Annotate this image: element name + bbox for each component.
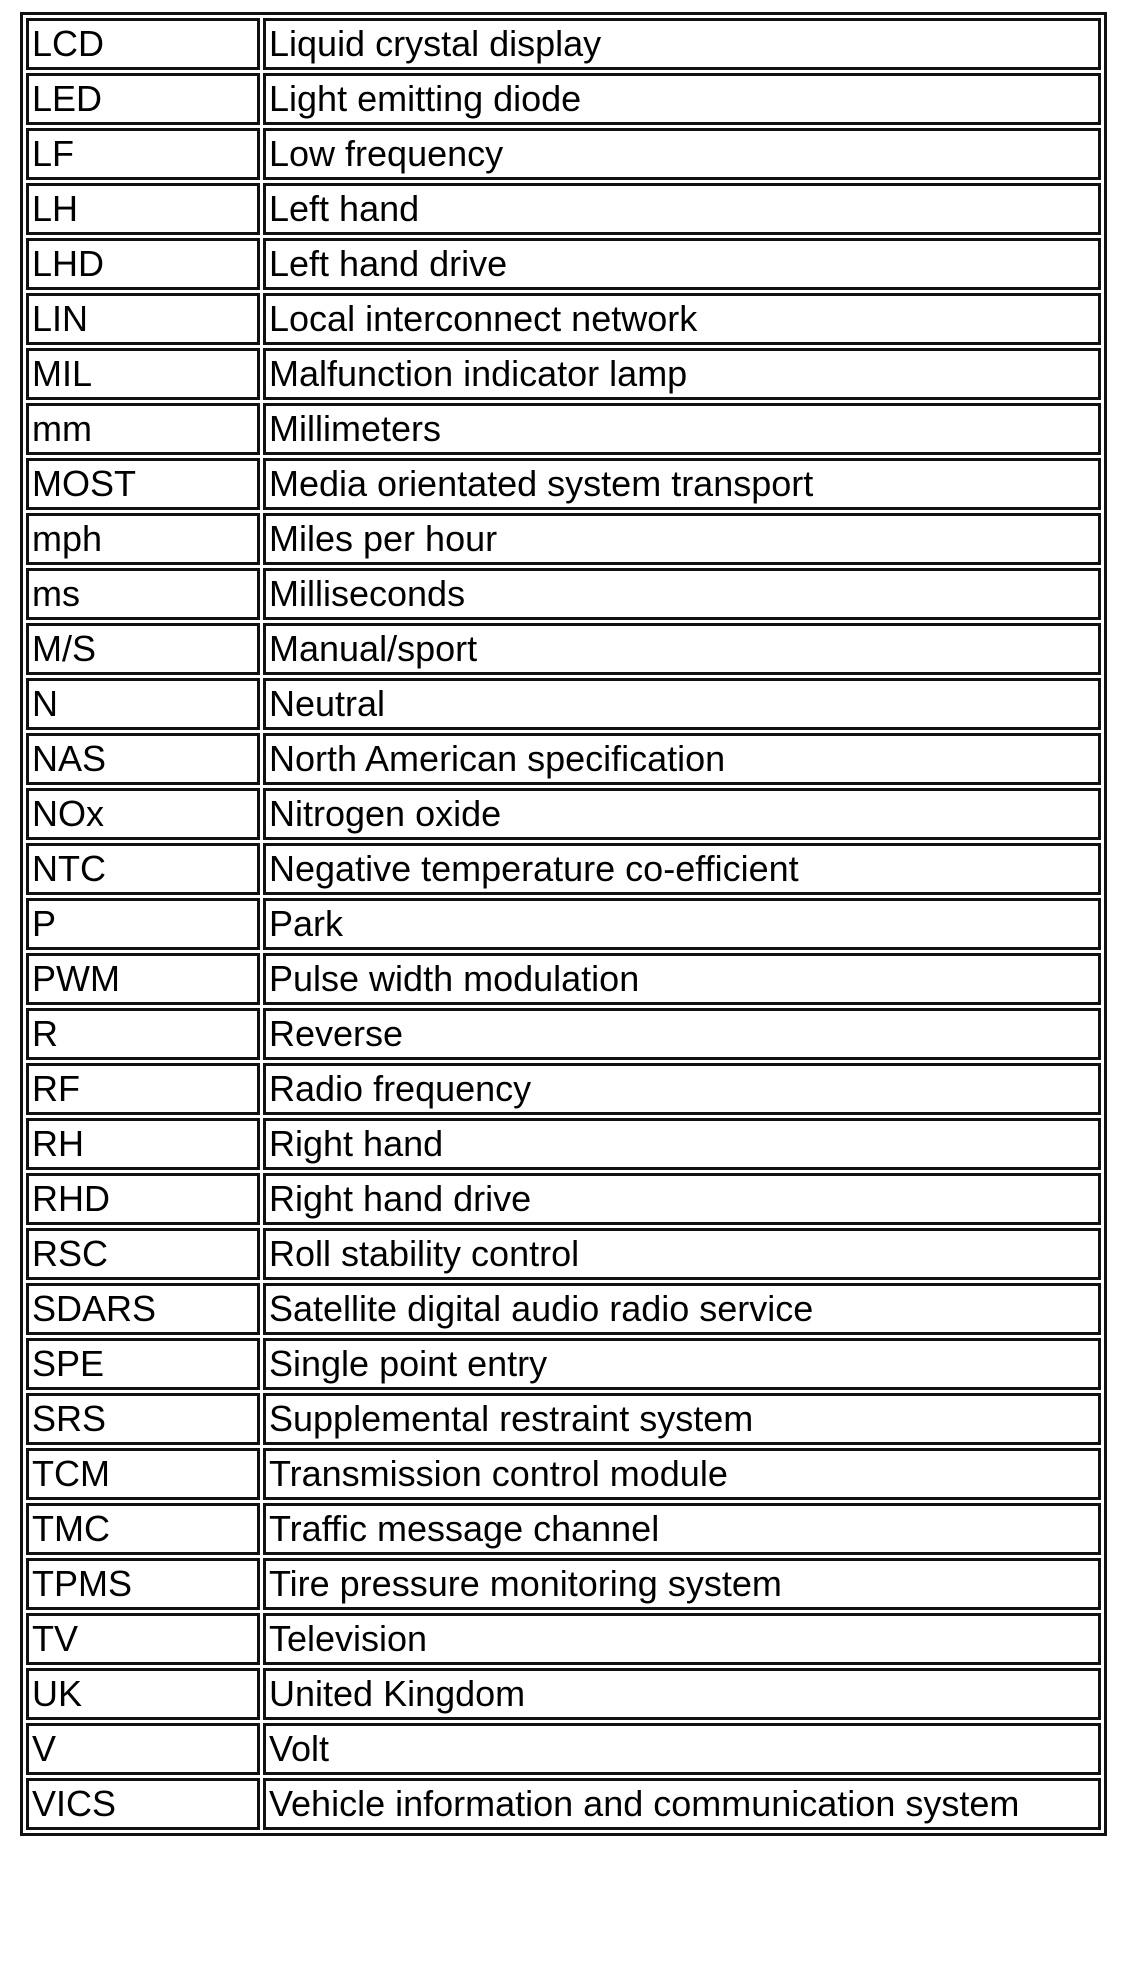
meaning-cell: Right hand	[263, 1118, 1101, 1170]
abbreviation-cell: P	[26, 898, 260, 950]
abbreviation-cell: M/S	[26, 623, 260, 675]
meaning-cell: Right hand drive	[263, 1173, 1101, 1225]
abbreviation-cell: VICS	[26, 1778, 260, 1830]
meaning-cell: Light emitting diode	[263, 73, 1101, 125]
abbreviations-table	[20, 12, 1107, 1836]
table-row	[26, 678, 1101, 730]
abbreviation-cell: SPE	[26, 1338, 260, 1390]
abbreviation-cell: LED	[26, 73, 260, 125]
meaning-cell: North American specification	[263, 733, 1101, 785]
meaning-cell: Single point entry	[263, 1338, 1101, 1390]
table-row	[26, 788, 1101, 840]
meaning-cell: Park	[263, 898, 1101, 950]
meaning-cell: Manual/sport	[263, 623, 1101, 675]
abbreviation-cell: ms	[26, 568, 260, 620]
abbreviation-cell: LH	[26, 183, 260, 235]
meaning-cell: Vehicle information and communication system	[263, 1778, 1101, 1830]
table-row	[26, 348, 1101, 400]
abbreviation-cell: MOST	[26, 458, 260, 510]
meaning-cell: Tire pressure monitoring system	[263, 1558, 1101, 1610]
abbreviation-cell: TMC	[26, 1503, 260, 1555]
abbreviation-cell: LCD	[26, 18, 260, 70]
table-row	[26, 843, 1101, 895]
meaning-cell: Nitrogen oxide	[263, 788, 1101, 840]
meaning-cell: Pulse width modulation	[263, 953, 1101, 1005]
meaning-cell: Traffic message channel	[263, 1503, 1101, 1555]
meaning-cell: United Kingdom	[263, 1668, 1101, 1720]
table-row	[26, 1283, 1101, 1335]
meaning-cell: Television	[263, 1613, 1101, 1665]
abbreviation-cell: RH	[26, 1118, 260, 1170]
abbreviation-cell: N	[26, 678, 260, 730]
meaning-cell: Volt	[263, 1723, 1101, 1775]
abbreviation-cell: TPMS	[26, 1558, 260, 1610]
table-row	[26, 733, 1101, 785]
meaning-cell: Malfunction indicator lamp	[263, 348, 1101, 400]
meaning-cell: Negative temperature co-efficient	[263, 843, 1101, 895]
meaning-cell: Neutral	[263, 678, 1101, 730]
abbreviation-cell: R	[26, 1008, 260, 1060]
meaning-cell: Satellite digital audio radio service	[263, 1283, 1101, 1335]
meaning-cell: Radio frequency	[263, 1063, 1101, 1115]
meaning-cell: Low frequency	[263, 128, 1101, 180]
abbreviations-page	[20, 12, 1107, 1836]
abbreviation-cell: NOx	[26, 788, 260, 840]
meaning-cell: Roll stability control	[263, 1228, 1101, 1280]
table-row	[26, 1448, 1101, 1500]
table-row	[26, 1063, 1101, 1115]
table-row	[26, 568, 1101, 620]
table-row	[26, 1173, 1101, 1225]
abbreviation-cell: RHD	[26, 1173, 260, 1225]
meaning-cell: Millimeters	[263, 403, 1101, 455]
table-row	[26, 18, 1101, 70]
table-row	[26, 1228, 1101, 1280]
abbreviation-cell: V	[26, 1723, 260, 1775]
abbreviation-cell: TCM	[26, 1448, 260, 1500]
meaning-cell: Milliseconds	[263, 568, 1101, 620]
table-row	[26, 128, 1101, 180]
table-row	[26, 1723, 1101, 1775]
table-row	[26, 1393, 1101, 1445]
table-row	[26, 458, 1101, 510]
table-row	[26, 238, 1101, 290]
abbreviation-cell: PWM	[26, 953, 260, 1005]
table-row	[26, 1778, 1101, 1830]
meaning-cell: Reverse	[263, 1008, 1101, 1060]
abbreviation-cell: TV	[26, 1613, 260, 1665]
table-row	[26, 1503, 1101, 1555]
abbreviation-cell: mph	[26, 513, 260, 565]
meaning-cell: Left hand drive	[263, 238, 1101, 290]
table-row	[26, 1668, 1101, 1720]
abbreviation-cell: mm	[26, 403, 260, 455]
meaning-cell: Media orientated system transport	[263, 458, 1101, 510]
table-row	[26, 183, 1101, 235]
table-row	[26, 1008, 1101, 1060]
abbreviation-cell: SDARS	[26, 1283, 260, 1335]
abbreviation-cell: LHD	[26, 238, 260, 290]
abbreviation-cell: UK	[26, 1668, 260, 1720]
abbreviation-cell: NAS	[26, 733, 260, 785]
table-row	[26, 1613, 1101, 1665]
abbreviation-cell: RSC	[26, 1228, 260, 1280]
abbreviation-cell: SRS	[26, 1393, 260, 1445]
table-row	[26, 1338, 1101, 1390]
meaning-cell: Liquid crystal display	[263, 18, 1101, 70]
table-row	[26, 953, 1101, 1005]
table-row	[26, 623, 1101, 675]
abbreviation-cell: RF	[26, 1063, 260, 1115]
meaning-cell: Local interconnect network	[263, 293, 1101, 345]
abbreviation-cell: LIN	[26, 293, 260, 345]
meaning-cell: Transmission control module	[263, 1448, 1101, 1500]
table-row	[26, 1558, 1101, 1610]
abbreviations-table-body	[26, 18, 1101, 1830]
table-row	[26, 513, 1101, 565]
table-row	[26, 1118, 1101, 1170]
meaning-cell: Left hand	[263, 183, 1101, 235]
abbreviation-cell: NTC	[26, 843, 260, 895]
table-row	[26, 403, 1101, 455]
meaning-cell: Miles per hour	[263, 513, 1101, 565]
meaning-cell: Supplemental restraint system	[263, 1393, 1101, 1445]
abbreviation-cell: MIL	[26, 348, 260, 400]
table-row	[26, 293, 1101, 345]
table-row	[26, 73, 1101, 125]
table-row	[26, 898, 1101, 950]
abbreviation-cell: LF	[26, 128, 260, 180]
